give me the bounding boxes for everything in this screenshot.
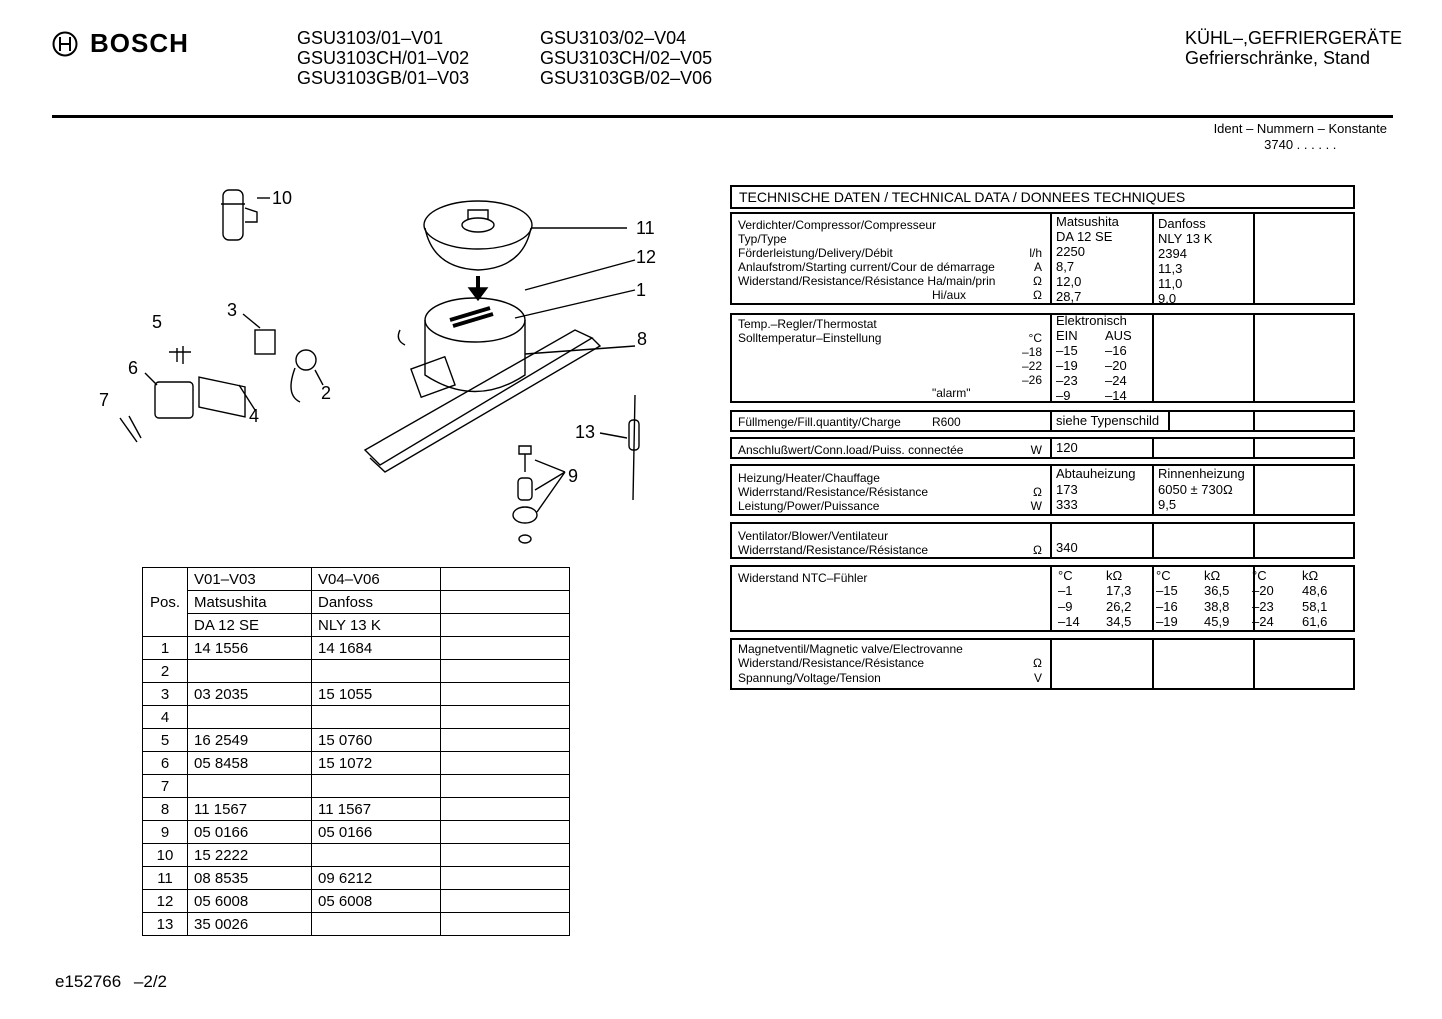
table-row: 2 — [143, 660, 570, 683]
callout-6: 6 — [128, 358, 139, 378]
callout-4: 4 — [249, 406, 260, 426]
table-row: 7 — [143, 775, 570, 798]
callout-8: 8 — [637, 329, 648, 349]
compressor-block: Verdichter/Compressor/Compresseur Typ/Type Förderleistung/Delivery/Débit Anlaufstrom/Starting current/Cour de démarrage Widerstand/Resistance/Résistance Ha/main/prin Hi/aux l/h A Ω Ω Matsushita DA 12 SE 2250 8,7 12,0 28,7 Danfoss NLY 13 K 2394 11,3 11,0 9,0 — [730, 212, 1355, 305]
page-number: –2/2 — [133, 972, 168, 991]
mounting-set-part — [513, 446, 565, 543]
table-row: 10 15 2222 — [143, 844, 570, 867]
ident-block — [1214, 121, 1387, 153]
callout-10: 10 — [272, 188, 293, 208]
callout-5: 5 — [152, 312, 163, 332]
maker-header: Matsushita — [188, 591, 312, 614]
model-list-2 — [540, 28, 712, 88]
table-row: 1 14 1556 14 1684 — [143, 637, 570, 660]
table-row: 12 05 6008 05 6008 — [143, 890, 570, 913]
drip-tray-part — [424, 201, 627, 270]
pos-header: Pos. — [143, 568, 188, 637]
ident-value: 3740 . . . . . . — [1264, 137, 1337, 152]
category-subtitle: Gefrierschränke, Stand — [1184, 48, 1371, 68]
thermostat-block: Temp.–Regler/Thermostat Solltemperatur–Einstellung "alarm" °C –18 –22 –26 Elektronisch EIN –15 –19 –23 –9 AUS –16 –20 –24 –14 — [730, 313, 1355, 403]
model-item: GSU3103CH/01–V02 — [297, 48, 470, 68]
ident-label: Ident – Nummern – Konstante — [1213, 121, 1387, 136]
table-row: 3 03 2035 15 1055 — [143, 683, 570, 706]
model-item: GSU3103CH/02–V05 — [540, 48, 713, 68]
callout-3: 3 — [227, 300, 238, 320]
exploded-diagram — [95, 180, 685, 555]
heater-block: Heizung/Heater/Chauffage Widerrstand/Resistance/Résistance Leistung/Power/Puissance Ω W Abtauheizung 173 333 Rinnenheizung 6050 ± 730Ω 9,5 — [730, 464, 1355, 516]
footer — [55, 972, 167, 992]
valve-block: Magnetventil/Magnetic valve/Electrovanne Widerstand/Resistance/Résistance Spannung/Voltage/Tension Ω V — [730, 638, 1355, 690]
doc-id: e152766 — [55, 972, 122, 991]
type-header: NLY 13 K — [312, 614, 441, 637]
base-rail-part — [365, 330, 635, 472]
conn-load-block: Anschlußwert/Conn.load/Puiss. connectée W 120 — [730, 437, 1355, 459]
category-title: KÜHL–,GEFRIERGERÄTE — [1184, 28, 1402, 48]
relay-part — [221, 190, 270, 240]
compressor-part — [398, 298, 525, 397]
table-row: 13 35 0026 — [143, 913, 570, 936]
table-row: 9 05 0166 05 0166 — [143, 821, 570, 844]
wire-clip-part — [120, 416, 141, 442]
lamp-socket-part — [291, 350, 323, 402]
connector-part — [199, 377, 245, 417]
blower-block: Ventilator/Blower/Ventilateur Widerrstand/Resistance/Résistance Ω 340 — [730, 522, 1355, 559]
table-row: 4 — [143, 706, 570, 729]
charge-block: Füllmenge/Fill.quantity/Charge R600 siehe Typenschild — [730, 410, 1355, 432]
callout-2: 2 — [321, 383, 332, 403]
type-header: DA 12 SE — [188, 614, 312, 637]
maker-header: Danfoss — [312, 591, 441, 614]
model-list-1 — [297, 28, 469, 88]
callout-11: 11 — [636, 218, 655, 238]
header-divider — [52, 115, 1393, 118]
brand-block — [52, 28, 189, 59]
model-item: GSU3103GB/02–V06 — [540, 68, 713, 88]
bosch-logo-icon — [52, 31, 78, 57]
table-row: 11 08 8535 09 6212 — [143, 867, 570, 890]
parts-table — [142, 567, 570, 936]
callout-12: 12 — [636, 247, 657, 267]
model-item: GSU3103/02–V04 — [540, 28, 687, 48]
version-header: V04–V06 — [312, 568, 441, 591]
version-header: V01–V03 — [188, 568, 312, 591]
brand-name: BOSCH — [90, 28, 189, 58]
tech-data-title: TECHNISCHE DATEN / TECHNICAL DATA / DONNEES TECHNIQUES — [730, 185, 1355, 209]
table-row: 8 11 1567 11 1567 — [143, 798, 570, 821]
protector-part — [145, 373, 193, 418]
table-row: 5 16 2549 15 0760 — [143, 729, 570, 752]
model-item: GSU3103/01–V01 — [297, 28, 444, 48]
callout-13: 13 — [575, 422, 596, 442]
model-item: GSU3103GB/01–V03 — [297, 68, 470, 88]
callout-7: 7 — [99, 390, 110, 410]
thermostat-part — [243, 314, 275, 354]
callout-1: 1 — [636, 280, 647, 300]
ntc-block: Widerstand NTC–Fühler °C kΩ °C kΩ °C kΩ –1 17,3 –15 36,5 –20 48,6 –9 26,2 –16 38,8 –23 58,1 –14 34,5 –19 45,9 –24 61,6 — [730, 565, 1355, 632]
callout-9: 9 — [568, 466, 579, 486]
drier-part — [600, 395, 639, 500]
clip-part — [169, 346, 191, 364]
category-block — [1185, 28, 1402, 68]
table-row: 6 05 8458 15 1072 — [143, 752, 570, 775]
